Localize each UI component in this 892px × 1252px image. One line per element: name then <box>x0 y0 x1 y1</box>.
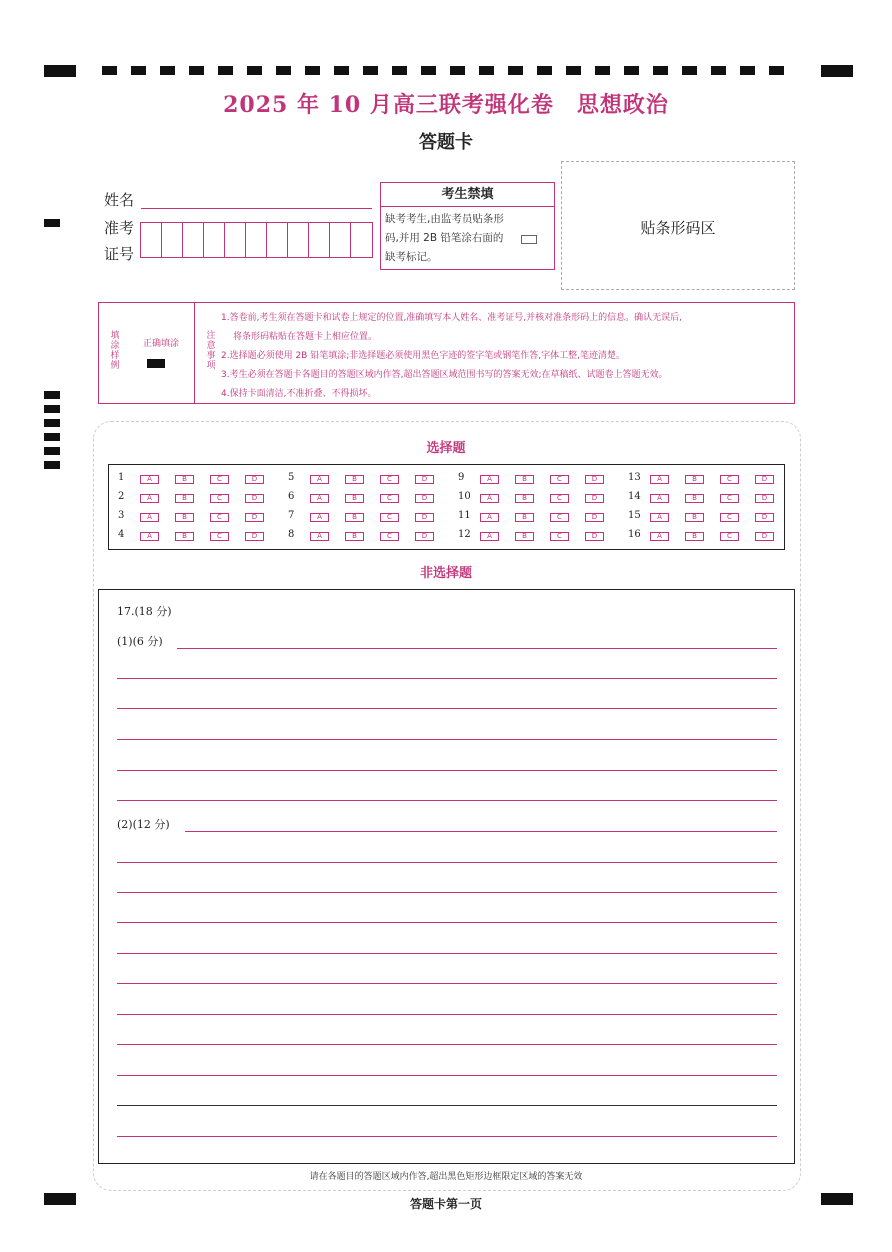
exam-title: 2025 年 10 月高三联考强化卷 思想政治 <box>223 92 669 118</box>
answer-bubble-a[interactable]: A <box>310 494 329 503</box>
id-label-2: 证号 <box>104 245 135 263</box>
answer-bubble-b[interactable]: B <box>685 494 704 503</box>
answer-bubble-c[interactable]: C <box>550 475 569 484</box>
id-digit-box[interactable] <box>225 223 246 257</box>
bottom-note: 请在各题目的答题区域内作答,超出黑色矩形边框限定区域的答案无效 <box>309 1172 583 1182</box>
answer-bubble-c[interactable]: C <box>210 475 229 484</box>
answer-bubble-b[interactable]: B <box>515 475 534 484</box>
id-digit-box[interactable] <box>204 223 225 257</box>
id-digit-box[interactable] <box>351 223 372 257</box>
answer-bubble-d[interactable]: D <box>415 475 434 484</box>
answer-bubble-c[interactable]: C <box>720 532 739 541</box>
answer-bubble-a[interactable]: A <box>650 532 669 541</box>
question-number: 14 <box>628 491 641 502</box>
timing-mark <box>508 66 523 75</box>
timing-mark <box>218 66 233 75</box>
answer-line[interactable] <box>117 739 777 740</box>
answer-bubble-b[interactable]: B <box>345 513 364 522</box>
answer-bubble-b[interactable]: B <box>685 475 704 484</box>
question-number: 10 <box>458 491 471 502</box>
answer-bubble-d[interactable]: D <box>245 475 264 484</box>
timing-mark <box>305 66 320 75</box>
essay-section-title: 非选择题 <box>419 566 472 581</box>
answer-line[interactable] <box>117 1075 777 1076</box>
timing-mark <box>769 66 784 75</box>
note-line: 将条形码粘贴在答题卡上相应位置。 <box>233 332 378 342</box>
examinee-forbidden-panel <box>380 182 555 270</box>
question-number: 6 <box>288 491 295 502</box>
question-number: 4 <box>118 529 125 540</box>
id-digit-box[interactable] <box>246 223 267 257</box>
timing-mark <box>44 419 60 427</box>
answer-bubble-c[interactable]: C <box>550 513 569 522</box>
question-number: 11 <box>458 510 471 521</box>
answer-bubble-b[interactable]: B <box>175 494 194 503</box>
correct-fill-label: 正确填涂 <box>142 339 179 349</box>
answer-bubble-b[interactable]: B <box>175 513 194 522</box>
answer-line[interactable] <box>117 678 777 679</box>
attention-label: 注意事项 <box>206 331 216 371</box>
forbid-title: 考生禁填 <box>381 183 554 207</box>
timing-mark <box>44 219 60 227</box>
timing-mark <box>653 66 668 75</box>
answer-bubble-a[interactable]: A <box>650 513 669 522</box>
timing-mark <box>421 66 436 75</box>
timing-mark <box>102 66 117 75</box>
answer-bubble-d[interactable]: D <box>755 494 774 503</box>
timing-mark <box>624 66 639 75</box>
question-number: 8 <box>288 529 295 540</box>
page-footer: 答题卡第一页 <box>409 1197 482 1211</box>
forbid-text: 缺考考生,由监考员贴条形码,并用 2B 铅笔涂右面的缺考标记。 <box>385 213 504 263</box>
answer-bubble-b[interactable]: B <box>515 513 534 522</box>
notes-list <box>221 309 791 404</box>
answer-bubble-d[interactable]: D <box>415 513 434 522</box>
answer-bubble-c[interactable]: C <box>210 532 229 541</box>
q17-label: 17.(18 分) <box>117 605 172 618</box>
name-field[interactable] <box>141 208 372 209</box>
answer-line[interactable] <box>117 800 777 801</box>
timing-mark <box>363 66 378 75</box>
answer-line[interactable] <box>117 1014 777 1015</box>
answer-bubble-c[interactable]: C <box>550 494 569 503</box>
answer-line[interactable] <box>117 1136 777 1137</box>
question-number: 5 <box>288 472 295 483</box>
question-number: 16 <box>628 529 641 540</box>
answer-bubble-a[interactable]: A <box>310 532 329 541</box>
answer-bubble-a[interactable]: A <box>310 475 329 484</box>
answer-bubble-c[interactable]: C <box>380 513 399 522</box>
timing-mark <box>392 66 407 75</box>
answer-bubble-c[interactable]: C <box>720 494 739 503</box>
answer-bubble-c[interactable]: C <box>720 513 739 522</box>
barcode-label: 贴条形码区 <box>640 219 716 237</box>
answer-bubble-c[interactable]: C <box>720 475 739 484</box>
question-number: 15 <box>628 510 641 521</box>
answer-bubble-a[interactable]: A <box>480 532 499 541</box>
answer-bubble-d[interactable]: D <box>585 532 604 541</box>
id-digit-box[interactable] <box>330 223 351 257</box>
answer-bubble-d[interactable]: D <box>585 475 604 484</box>
answer-line[interactable] <box>117 892 777 893</box>
timing-mark <box>276 66 291 75</box>
timing-mark <box>479 66 494 75</box>
answer-bubble-d[interactable]: D <box>585 494 604 503</box>
answer-bubble-d[interactable]: D <box>755 532 774 541</box>
answer-bubble-b[interactable]: B <box>685 532 704 541</box>
timing-mark <box>537 66 552 75</box>
answer-bubble-a[interactable]: A <box>310 513 329 522</box>
answer-bubble-d[interactable]: D <box>755 513 774 522</box>
timing-mark <box>740 66 755 75</box>
answer-bubble-b[interactable]: B <box>515 494 534 503</box>
timing-mark <box>44 391 60 399</box>
answer-bubble-a[interactable]: A <box>140 494 159 503</box>
answer-bubble-d[interactable]: D <box>755 475 774 484</box>
answer-bubble-d[interactable]: D <box>415 532 434 541</box>
question-number: 9 <box>458 472 465 483</box>
answer-bubble-b[interactable]: B <box>175 475 194 484</box>
id-digit-box[interactable] <box>141 223 162 257</box>
absent-mark-box[interactable] <box>521 235 537 244</box>
id-digit-box[interactable] <box>183 223 204 257</box>
note-line: 2.选择题必须使用 2B 铅笔填涂;非选择题必须使用黑色字迹的签字笔或钢笔作答,字体工整,笔迹清楚。 <box>221 351 625 361</box>
answer-bubble-a[interactable]: A <box>140 475 159 484</box>
answer-line[interactable] <box>177 648 777 649</box>
timing-mark <box>160 66 175 75</box>
note-line: 1.答卷前,考生须在答题卡和试卷上规定的位置,准确填写本人姓名、准考证号,并核对准条形码上的信息。确认无误后, <box>221 313 683 323</box>
timing-mark <box>450 66 465 75</box>
name-label: 姓名 <box>104 191 135 209</box>
mc-answer-grid <box>108 464 785 550</box>
correct-fill-sample <box>147 359 165 368</box>
question-number: 12 <box>458 529 471 540</box>
fill-example <box>99 303 195 403</box>
answer-line[interactable] <box>117 1044 777 1045</box>
mc-section-title: 选择题 <box>426 441 466 456</box>
timing-mark <box>711 66 726 75</box>
answer-bubble-c[interactable]: C <box>380 494 399 503</box>
answer-bubble-b[interactable]: B <box>345 532 364 541</box>
answer-bubble-c[interactable]: C <box>380 475 399 484</box>
id-digit-box[interactable] <box>162 223 183 257</box>
answer-bubble-a[interactable]: A <box>650 494 669 503</box>
instructions-panel <box>98 302 795 404</box>
fill-example-label: 填涂样例 <box>110 331 120 371</box>
essay-answer-box <box>98 589 795 1164</box>
answer-bubble-b[interactable]: B <box>175 532 194 541</box>
answer-bubble-d[interactable]: D <box>585 513 604 522</box>
answer-line[interactable] <box>185 831 777 832</box>
barcode-area <box>561 161 795 290</box>
id-digit-box[interactable] <box>267 223 288 257</box>
id-digit-box[interactable] <box>309 223 330 257</box>
corner-mark-top-right <box>821 65 853 77</box>
answer-line[interactable] <box>117 770 777 771</box>
exam-id-field[interactable] <box>140 222 373 258</box>
answer-bubble-d[interactable]: D <box>245 532 264 541</box>
id-label-1: 准考 <box>104 219 135 237</box>
answer-bubble-b[interactable]: B <box>345 475 364 484</box>
answer-bubble-b[interactable]: B <box>345 494 364 503</box>
id-digit-box[interactable] <box>288 223 309 257</box>
answer-bubble-a[interactable]: A <box>140 513 159 522</box>
answer-bubble-c[interactable]: C <box>210 494 229 503</box>
answer-bubble-d[interactable]: D <box>245 494 264 503</box>
answer-line[interactable] <box>117 708 777 709</box>
answer-bubble-d[interactable]: D <box>245 513 264 522</box>
note-line: 4.保持卡面清洁,不准折叠、不得损坏。 <box>221 389 377 399</box>
question-number: 3 <box>118 510 125 521</box>
answer-bubble-b[interactable]: B <box>515 532 534 541</box>
q17-part1-label: (1)(6 分) <box>117 635 163 648</box>
answer-bubble-a[interactable]: A <box>480 513 499 522</box>
corner-mark-top-left <box>44 65 76 77</box>
timing-mark <box>682 66 697 75</box>
question-number: 7 <box>288 510 295 521</box>
timing-mark <box>595 66 610 75</box>
answer-line[interactable] <box>117 983 777 984</box>
answer-bubble-c[interactable]: C <box>380 532 399 541</box>
answer-bubble-d[interactable]: D <box>415 494 434 503</box>
card-subtitle: 答题卡 <box>419 132 473 153</box>
answer-line[interactable] <box>117 1105 777 1106</box>
question-number: 1 <box>118 472 125 483</box>
q17-part2-label: (2)(12 分) <box>117 818 170 831</box>
answer-line[interactable] <box>117 953 777 954</box>
answer-bubble-b[interactable]: B <box>685 513 704 522</box>
answer-bubble-a[interactable]: A <box>140 532 159 541</box>
answer-bubble-a[interactable]: A <box>480 494 499 503</box>
timing-mark <box>44 405 60 413</box>
answer-line[interactable] <box>117 862 777 863</box>
answer-bubble-a[interactable]: A <box>480 475 499 484</box>
timing-mark <box>334 66 349 75</box>
answer-bubble-a[interactable]: A <box>650 475 669 484</box>
question-number: 13 <box>628 472 641 483</box>
timing-mark <box>44 461 60 469</box>
note-line: 3.考生必须在答题卡各题目的答题区域内作答,超出答题区域范围书写的答案无效;在草稿纸、试题卷上答题无效。 <box>221 370 668 380</box>
question-number: 2 <box>118 491 125 502</box>
timing-mark <box>247 66 262 75</box>
answer-bubble-c[interactable]: C <box>550 532 569 541</box>
answer-bubble-c[interactable]: C <box>210 513 229 522</box>
timing-mark <box>131 66 146 75</box>
timing-mark <box>189 66 204 75</box>
answer-line[interactable] <box>117 922 777 923</box>
timing-mark <box>566 66 581 75</box>
